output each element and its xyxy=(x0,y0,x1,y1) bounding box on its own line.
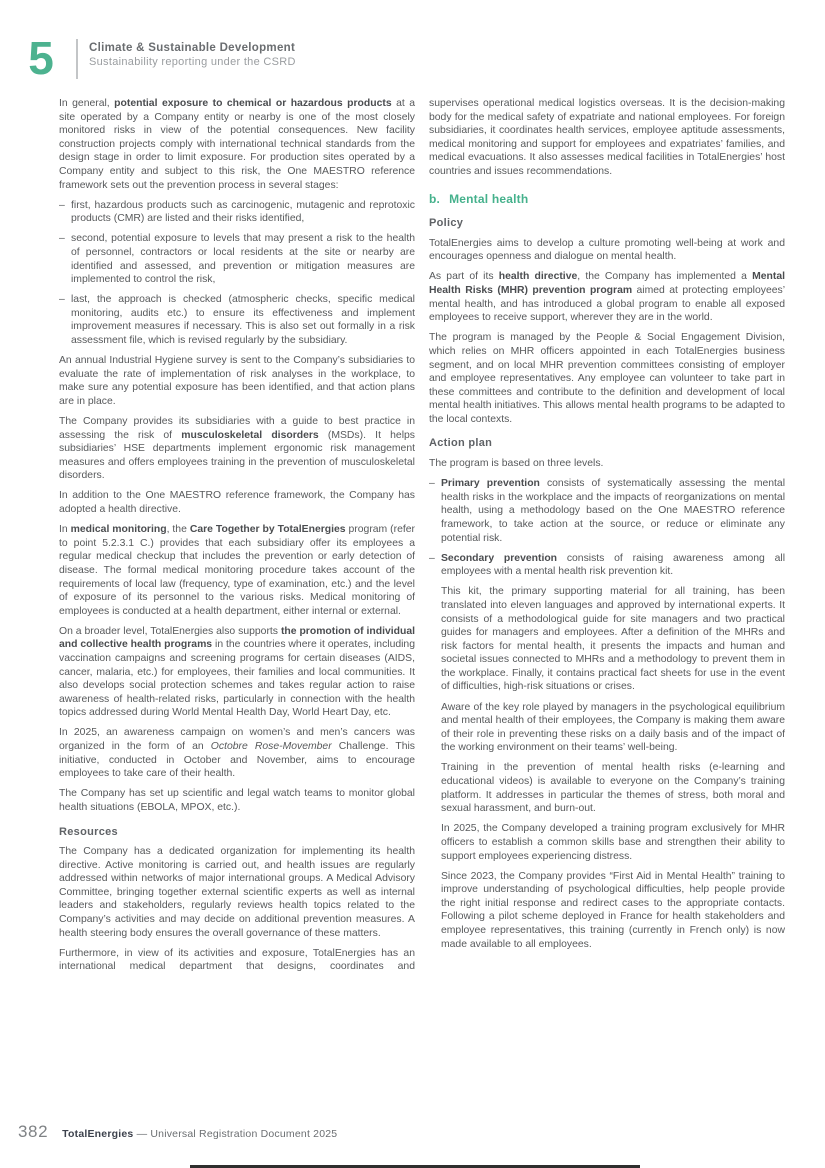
bullet-list xyxy=(59,199,415,348)
paragraph: Since 2023, the Company provides “First Aid in Mental Health” training to improve understanding of psychological difficulties, help people provide the right initial response and redirect cases to the appropriate contacts. Following a pilot scheme deployed in France for health stakeholders and employee representatives, this training (currently in French only) is now made available to all employees. xyxy=(441,870,785,950)
heading-text: Mental health xyxy=(449,191,529,206)
paragraph: supervises operational medical logistics overseas. It is the decision-making body for the medical safety of expatriate and national employees. For foreign subsidiaries, it coordinates health services, employee aptitude assessments, medical monitoring and support for employees and expatriates’ families, and medical evacuations. It also assesses medical facilities in TotalEnergies’ host countries and issues recommendations. xyxy=(429,98,785,177)
paragraph: The program is managed by the People & Social Engagement Division, which relies on MHR officers appointed in each TotalEnergies business segment, and on local MHR prevention committees consisting of employer and employee representatives. Any employee can volunteer to take part in these committees and contribute to the definition and development of local mental health initiatives. This allows mental health programs to be adapted to the local contexts. xyxy=(429,332,785,425)
footer-company: TotalEnergies xyxy=(62,1128,134,1140)
chapter-number: 5 xyxy=(28,32,54,84)
page-footer xyxy=(18,1122,337,1142)
left-column xyxy=(59,97,415,980)
list-item: – last, the approach is checked (atmospheric checks, specific medical monitoring, audits etc.) to ensure its effectiveness and implement improvement measures if necessary. This is also set out formally in a risk assessment file, which is revised regularly by the subsidiary. xyxy=(59,293,415,347)
footer-doc-title: — Universal Registration Document 2025 xyxy=(136,1128,338,1140)
bullet-list xyxy=(429,477,785,579)
list-item: – Primary prevention consists of systematically assessing the mental health risks in the workplace and the impacts of reorganizations on mental health, using a methodology based on the One MAESTRO reference framework, to take action at the source, or reduce or eliminate any potential risk. xyxy=(429,477,785,545)
page-number: 382 xyxy=(18,1122,49,1141)
paragraph: In general, potential exposure to chemical or hazardous products at a site operated by a Company entity or nearby is one of the most closely monitored risks in view of the potential consequences. New facility construction projects comply with international technical standards from the design stage in order to limit exposure. For production sites operated by a Company entity and subject to this risk, the One MAESTRO reference framework sets out the prevention process in several stages: xyxy=(59,98,416,191)
paragraph: In medical monitoring, the Care Together by TotalEnergies program (refer to point 5.2.3.1 C.) provides that each subsidiary offer its employees a regular medical checkup that includes the prevention or early detection of disease. The formal medical monitoring procedure takes account of the requirements of local law (frequency, type of examination, etc.) and the level of exposure of its personnel to the various risks. Medical monitoring of employees is conducted at a health department, either internal or external. xyxy=(59,524,416,617)
list-item: – Secondary prevention consists of raising awareness among all employees with a mental health risk prevention kit. xyxy=(429,552,785,579)
section-heading-policy: Policy xyxy=(429,217,464,230)
section-heading-resources: Resources xyxy=(59,825,118,838)
right-column xyxy=(429,97,785,980)
footer-text xyxy=(62,1128,337,1140)
paragraph: The program is based on three levels. xyxy=(429,458,604,470)
header-titles xyxy=(89,36,296,69)
paragraph: As part of its health directive, the Company has implemented a Mental Health Risks (MHR) prevention program aimed at protecting employees’ mental health, and has introduced a global program to enable all exposed employees to receive support, wherever they are in the world. xyxy=(429,271,786,324)
header-divider xyxy=(76,39,78,79)
paragraph: Training in the prevention of mental health risks (e-learning and educational videos) is available to everyone on the Company’s training platform. It addresses in particular the themes of stress, both moral and sexual harassment, and burn-out. xyxy=(441,762,785,815)
paragraph: In addition to the One MAESTRO reference framework, the Company has adopted a health directive. xyxy=(59,490,415,516)
section-heading-mental-health xyxy=(429,193,785,207)
paragraph: The Company provides its subsidiaries with a guide to best practice in assessing the risk of musculoskeletal disorders (MSDs). It helps subsidiaries’ HSE departments implement ergonomic risk management measures and offers employees training in the prevention of musculoskeletal disorders. xyxy=(59,415,415,482)
paragraph: On a broader level, TotalEnergies also supports the promotion of individual and collective health programs in the countries where it operates, including vaccination campaigns and screening programs for certain diseases (AIDS, cancer, malaria, etc.) for employees, their families and local communities. It also develops social protection schemes and takes regular action to raise awareness of health-related risks, particularly in connection with the health topics addressed during World Mental Health Day, World Heart Day, etc. xyxy=(59,625,415,719)
paragraph: Aware of the key role played by managers in the psychological equilibrium and mental health of their employees, the Company is making them aware of their role in preventing these risks on a daily basis and of the impact of the working environment on their teams’ well-being. xyxy=(441,701,785,754)
two-column-body xyxy=(59,97,786,980)
chapter-subtitle: Sustainability reporting under the CSRD xyxy=(89,56,296,68)
paragraph: The Company has a dedicated organization for implementing its health directive. Active monitoring is carried out, and health issues are regularly addressed within networks of major international groups. A Medical Advisory Committee, bringing together external scientific experts as well as internal leaders and stakeholders, regularly reviews health topics related to the Company’s activities and may decide on additional prevention measures. A health steering body ensures the overall governance of these matters. xyxy=(59,846,415,939)
paragraph: An annual Industrial Hygiene survey is sent to the Company’s subsidiaries to evaluate the rate of implementation of risk analyses in the workplace, to make sure any potential exposure has been identified, and that action plans are in place. xyxy=(59,355,415,407)
paragraph: This kit, the primary supporting material for all training, has been translated into eleven languages and approved by international experts. It consists of a methodological guide for site managers and two practical guides for managers and employees. After a definition of the MHRs and risk factors for mental health, it presents the impacts and human and societal issues connected to MHRs and a methodology to prevent them in the workplace. Finally, it contains practical fact sheets for use in the event of difficulties, high-risk situations or crises. xyxy=(441,586,785,693)
paragraph: Furthermore, in view of its activities and exposure, TotalEnergies has an international medical department that designs, coordinates and xyxy=(59,947,415,973)
list-item: – first, hazardous products such as carcinogenic, mutagenic and reprotoxic products (CMR) are listed and their risks identified, xyxy=(59,199,415,226)
paragraph: In 2025, an awareness campaign on women’s and men’s cancers was organized in the form of an Octobre Rose-Movember Challenge. This initiative, conducted in October and November, aims to encourage employees to take care of their health. xyxy=(59,727,415,780)
heading-prefix: b. xyxy=(429,191,441,206)
chapter-title: Climate & Sustainable Development xyxy=(89,42,296,54)
section-heading-action-plan: Action plan xyxy=(429,437,493,450)
paragraph: The Company has set up scientific and legal watch teams to monitor global health situations (EBOLA, MPOX, etc.). xyxy=(59,788,415,813)
list-item: – second, potential exposure to levels that may present a risk to the health of personnel, contractors or local residents at the site or nearby are identified and assessed, and prevention or mitigation measures are implemented to control the risk, xyxy=(59,232,415,286)
paragraph: In 2025, the Company developed a training program exclusively for MHR officers to establish a common skills base and strengthen their ability to support employees experiencing distress. xyxy=(441,823,785,862)
paragraph: TotalEnergies aims to develop a culture promoting well-being at work and encourages openness and dialogue on mental health. xyxy=(429,237,785,263)
page-header xyxy=(18,32,296,84)
